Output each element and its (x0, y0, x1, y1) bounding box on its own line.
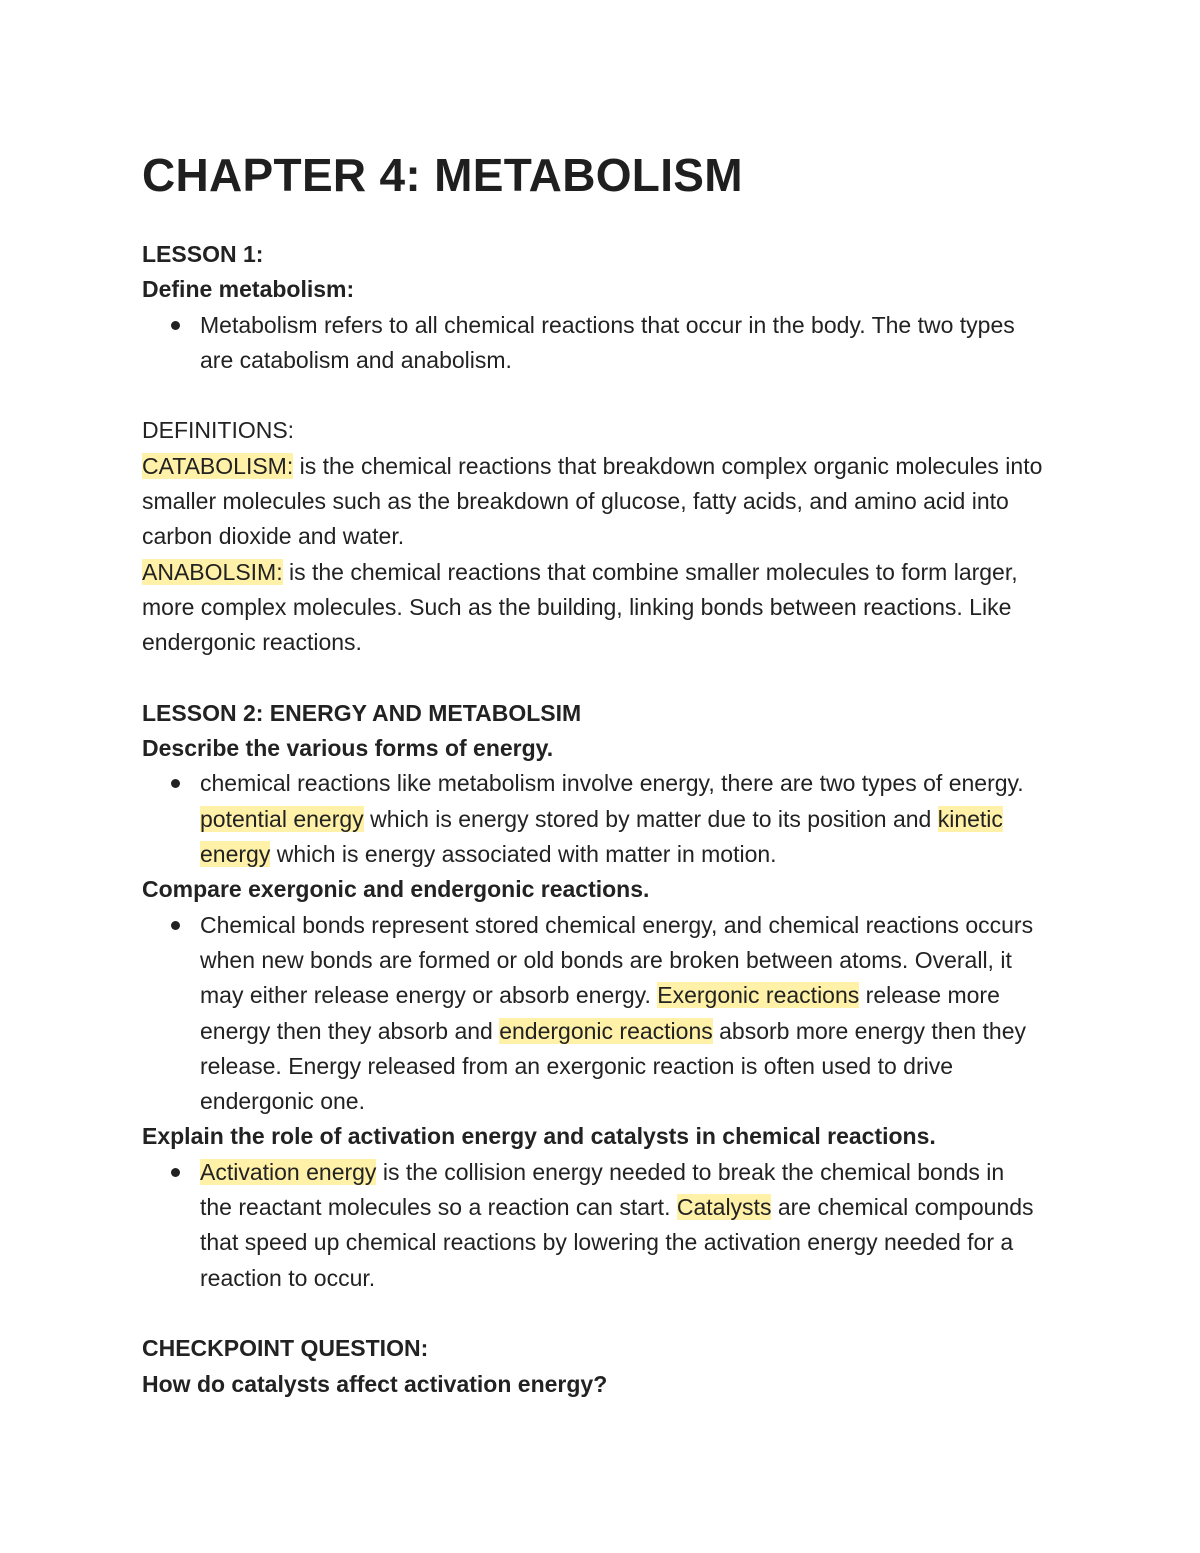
catabolism-definition (142, 449, 1062, 484)
bullet-dot-icon (171, 321, 180, 330)
bullet-text: absorb more energy then they (712, 1017, 1026, 1044)
bullet-line (200, 978, 1062, 1013)
bullet-line: release. Energy released from an exergonic reaction is often used to drive (200, 1052, 954, 1079)
document-body (142, 237, 1062, 1402)
definition-text: is the chemical reactions that breakdown complex organic molecules into (293, 452, 1043, 479)
reactions-bullet (142, 908, 1062, 1120)
bullet-line: that speed up chemical reactions by lowering the activation energy needed for a (200, 1229, 1014, 1256)
activation-energy-term: Activation energy (200, 1158, 377, 1185)
bullet-text: is the collision energy needed to break the chemical bonds in (376, 1158, 1005, 1185)
kinetic-energy-term: energy (200, 841, 271, 868)
lesson1-heading: LESSON 1: (142, 241, 264, 267)
bullet-dot-icon (171, 779, 180, 788)
anabolism-term: ANABOLSIM: (142, 558, 283, 585)
definition-text: endergonic reactions. (142, 629, 362, 656)
bullet-line: reaction to occur. (200, 1264, 376, 1291)
bullet-line (200, 1014, 1062, 1049)
blank-line (142, 661, 1062, 696)
bullet-line: Chemical bonds represent stored chemical energy, and chemical reactions occurs (200, 911, 1034, 938)
bullet-line: chemical reactions like metabolism involve energy, there are two types of energy. (200, 770, 1024, 797)
activation-bullet (142, 1155, 1062, 1296)
checkpoint-heading: CHECKPOINT QUESTION: (142, 1335, 429, 1362)
lesson2-question-compare: Compare exergonic and endergonic reactions. (142, 876, 650, 903)
bullet-line: when new bonds are formed or old bonds are broken between atoms. Overall, it (200, 946, 1012, 973)
bullet-dot-icon (171, 921, 180, 930)
lesson2-heading: LESSON 2: ENERGY AND METABOLSIM (142, 699, 582, 726)
catabolism-term: CATABOLISM: (142, 452, 294, 479)
bullet-line (200, 1155, 1062, 1190)
bullet-line: endergonic one. (200, 1088, 365, 1115)
bullet-text: energy then they absorb and (200, 1017, 500, 1044)
definition-text: carbon dioxide and water. (142, 523, 405, 550)
bullet-text: release more (859, 982, 1000, 1009)
bullet-text: are chemical compounds (771, 1194, 1034, 1221)
exergonic-term: Exergonic reactions (657, 982, 860, 1009)
energy-forms-bullet (142, 766, 1062, 872)
definition-text: smaller molecules such as the breakdown of glucose, fatty acids, and amino acid into (142, 488, 1009, 515)
lesson2-question-activation: Explain the role of activation energy and catalysts in chemical reactions. (142, 1123, 936, 1150)
blank-line (142, 1296, 1062, 1331)
bullet-text: the reactant molecules so a reaction can start. (200, 1194, 677, 1221)
checkpoint-question: How do catalysts affect activation energy? (142, 1370, 608, 1397)
definition-text: is the chemical reactions that combine smaller molecules to form larger, (282, 558, 1018, 585)
lesson1-bullet-line: are catabolism and anabolism. (200, 346, 512, 373)
blank-line (142, 378, 1062, 413)
endergonic-term: endergonic reactions (499, 1017, 713, 1044)
lesson1-bullet (142, 308, 1062, 379)
potential-energy-term: potential energy (200, 805, 364, 832)
bullet-line (200, 837, 1062, 872)
definition-text: more complex molecules. Such as the building, linking bonds between reactions. Like (142, 593, 1012, 620)
bullet-text: which is energy associated with matter in motion. (270, 841, 777, 868)
lesson1-question: Define metabolism: (142, 276, 355, 303)
bullet-line (200, 802, 1062, 837)
bullet-dot-icon (171, 1168, 180, 1177)
definitions-heading: DEFINITIONS: (142, 417, 295, 444)
bullet-text: may either release energy or absorb energy. (200, 982, 658, 1009)
chapter-title: CHAPTER 4: METABOLISM (142, 149, 743, 201)
bullet-line (200, 1190, 1062, 1225)
lesson2-question-forms: Describe the various forms of energy. (142, 735, 554, 762)
anabolism-definition (142, 555, 1062, 590)
bullet-text: which is energy stored by matter due to its position and (363, 805, 938, 832)
lesson1-bullet-line: Metabolism refers to all chemical reactions that occur in the body. The two types (200, 311, 1015, 338)
catalysts-term: Catalysts (676, 1194, 772, 1221)
kinetic-energy-term: kinetic (937, 805, 1003, 832)
